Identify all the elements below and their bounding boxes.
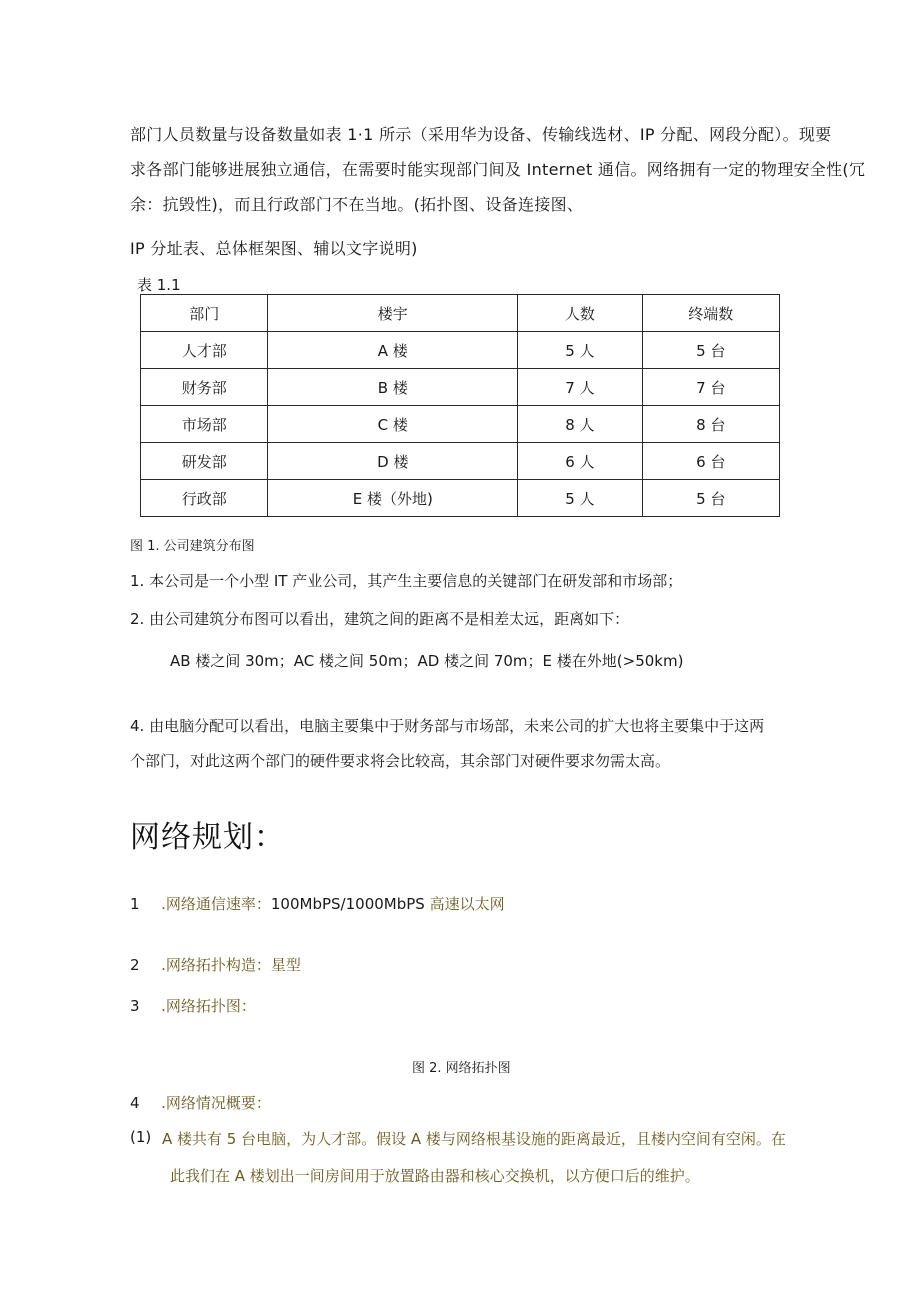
plan-item-number: 4 xyxy=(130,1094,140,1112)
table-cell: D 楼 xyxy=(268,443,518,480)
table-cell: 8 台 xyxy=(642,406,779,443)
distances-line: AB 楼之间 30m；AC 楼之间 50m；AD 楼之间 70m；E 楼在外地(>50km) xyxy=(170,652,684,670)
plan-item-3 xyxy=(130,995,256,1016)
table-cell: 市场部 xyxy=(141,406,268,443)
table-cell: 5 人 xyxy=(518,332,642,369)
table-cell: B 楼 xyxy=(268,369,518,406)
sub-item-line-2: 此我们在 A 楼划出一间房间用于放置路由器和核心交换机，以方便口后的维护。 xyxy=(170,1167,700,1185)
table-cell: C 楼 xyxy=(268,406,518,443)
plan-item-speed: 100MbPS/1000MbPS xyxy=(270,895,425,913)
plan-item-number: 2 xyxy=(130,956,140,974)
table-cell: 6 台 xyxy=(642,443,779,480)
table-cell: 5 台 xyxy=(642,332,779,369)
plan-item-text: .网络拓扑图： xyxy=(161,997,256,1015)
point-1: 1. 本公司是一个小型 IT 产业公司，其产生主要信息的关键部门在研发部和市场部； xyxy=(130,572,683,590)
plan-item-number: 1 xyxy=(130,895,140,913)
department-table xyxy=(140,294,780,517)
table-cell: 5 台 xyxy=(642,480,779,517)
table-cell: 人才部 xyxy=(141,332,268,369)
table-cell: 6 人 xyxy=(518,443,642,480)
table-cell: 8 人 xyxy=(518,406,642,443)
table-cell: A 楼 xyxy=(268,332,518,369)
point-4-line-1: 4. 由电脑分配可以看出，电脑主要集中于财务部与市场部，未来公司的扩大也将主要集中于这两 xyxy=(130,717,765,735)
plan-item-2 xyxy=(130,954,301,975)
figure2-caption: 图 2. 网络拓扑图 xyxy=(412,1061,511,1076)
table-header-cell: 终端数 xyxy=(642,295,779,332)
plan-item-1 xyxy=(130,893,505,914)
table-cell: 7 人 xyxy=(518,369,642,406)
sub-item-number: (1) xyxy=(130,1128,152,1146)
plan-item-text: .网络情况概要： xyxy=(161,1094,271,1112)
table-cell: 研发部 xyxy=(141,443,268,480)
table-cell: 财务部 xyxy=(141,369,268,406)
table-header-row xyxy=(141,295,780,332)
table-row xyxy=(141,369,780,406)
table-cell: 行政部 xyxy=(141,480,268,517)
table-cell: 5 人 xyxy=(518,480,642,517)
intro-line-2: 求各部门能够进展独立通信，在需要时能实现部门间及 Internet 通信。网络拥有一定的物理安全性(冗 xyxy=(130,160,866,179)
section-heading: 网络规划： xyxy=(130,820,285,855)
intro-line-1: 部门人员数量与设备数量如表 1·1 所示（采用华为设备、传输线选材、IP 分配、网段分配）。现要 xyxy=(130,125,832,144)
plan-item-text: .网络拓扑构造：星型 xyxy=(161,956,301,974)
table-header-cell: 人数 xyxy=(518,295,642,332)
table-header-cell: 部门 xyxy=(141,295,268,332)
table-cell: 7 台 xyxy=(642,369,779,406)
table-row xyxy=(141,443,780,480)
point-2: 2. 由公司建筑分布图可以看出，建筑之间的距离不是相差太远，距离如下： xyxy=(130,610,630,628)
table-row xyxy=(141,406,780,443)
sub-item-line-1: A 楼共有 5 台电脑，为人才部。假设 A 楼与网络根基设施的距离最近，且楼内空间有空闲。在 xyxy=(162,1130,786,1148)
table-caption: 表 1.1 xyxy=(137,276,181,294)
table-header-cell: 楼宇 xyxy=(268,295,518,332)
plan-item-4 xyxy=(130,1092,271,1113)
intro-line-4: IP 分址表、总体框架图、辅以文字说明) xyxy=(130,239,418,258)
plan-item-text: .网络通信速率： xyxy=(161,895,271,913)
table-row xyxy=(141,332,780,369)
intro-line-3: 余：抗毁性)，而且行政部门不在当地。(拓扑图、设备连接图、 xyxy=(130,195,584,214)
plan-item-number: 3 xyxy=(130,997,140,1015)
figure1-caption: 图 1. 公司建筑分布图 xyxy=(130,539,255,554)
table-row xyxy=(141,480,780,517)
table-cell: E 楼（外地) xyxy=(268,480,518,517)
point-4-line-2: 个部门，对此这两个部门的硬件要求将会比较高，其余部门对硬件要求勿需太高。 xyxy=(130,752,671,770)
plan-item-text-suffix: 高速以太网 xyxy=(424,895,505,913)
